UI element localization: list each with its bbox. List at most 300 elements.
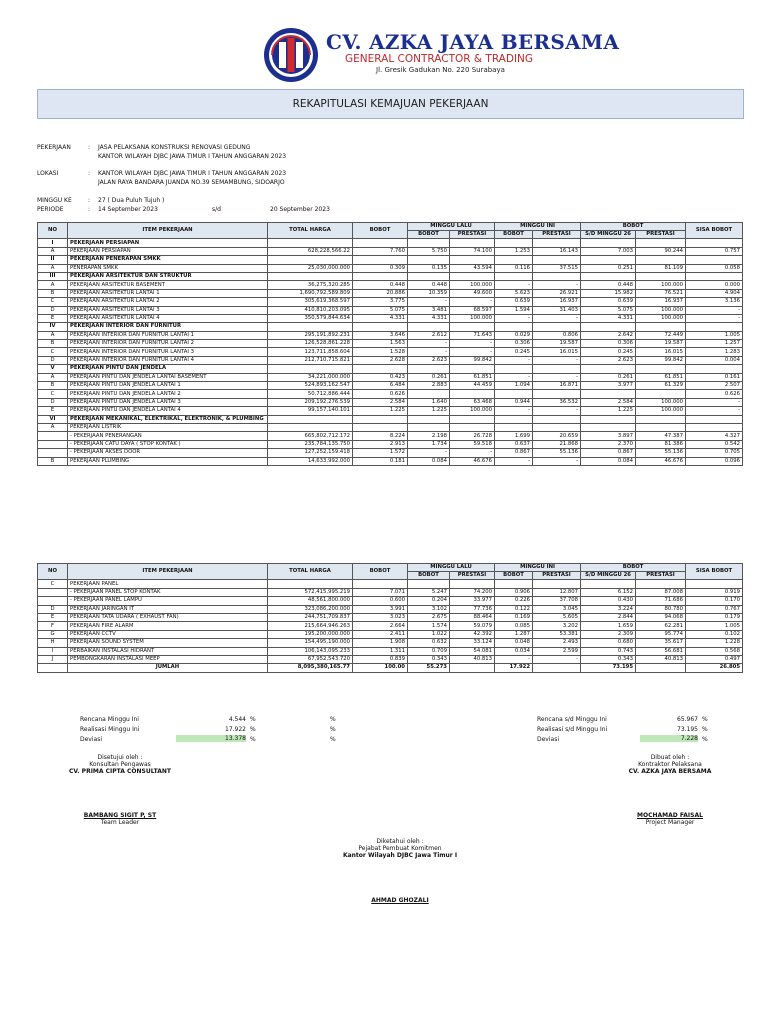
cell-total-harga: [268, 580, 353, 588]
cell-bobot: 2.411: [353, 630, 408, 638]
cell-ini-prestasi: 0.806: [533, 331, 581, 339]
cell-ini-bobot: -: [495, 373, 533, 381]
cell-lalu-bobot: [408, 390, 450, 398]
cell-sd-minggu: 0.306: [581, 340, 636, 348]
cell-bobot: 2.664: [353, 622, 408, 630]
cell-ini-bobot: 0.085: [495, 622, 533, 630]
cell-lalu-bobot: 5.247: [408, 588, 450, 596]
cell-bobot: [353, 239, 408, 247]
table-row: [38, 298, 743, 306]
lokasi-label: LOKASI: [37, 170, 59, 177]
cell-ini-bobot: -: [495, 356, 533, 364]
cell-total-harga: 126,528,861.228: [268, 340, 353, 348]
cell-sisa-bobot: 0.179: [686, 613, 743, 621]
cell-sd-minggu: 0.448: [581, 281, 636, 289]
cell-ini-prestasi: 5.605: [533, 613, 581, 621]
deviasi-pct: %: [330, 736, 336, 743]
cell-lalu-bobot: 10.359: [408, 289, 450, 297]
cell-lalu-bobot: [408, 580, 450, 588]
cell-item: PEKERJAAN PINTU DAN JENDELA: [68, 365, 268, 373]
cell-prestasi: 19.587: [636, 340, 686, 348]
cell-item: PEKERJAAN PERSIAPAN: [68, 239, 268, 247]
cell-total-harga: [268, 239, 353, 247]
cell-ini-prestasi: 20.659: [533, 432, 581, 440]
cell-ini-prestasi: 26.921: [533, 289, 581, 297]
progress-table-1: [37, 222, 743, 466]
cell-no: III: [38, 272, 68, 280]
table-row: [38, 605, 743, 613]
cell-total-harga: 212,710,715.821: [268, 356, 353, 364]
cell-total-harga: 127,252,159.418: [268, 449, 353, 457]
cell-lalu-prestasi: [450, 272, 495, 280]
cell-ini-bobot: 1.699: [495, 432, 533, 440]
table-row: [38, 423, 743, 431]
section-row: [38, 365, 743, 373]
cell-ini-prestasi: 31.403: [533, 306, 581, 314]
cell-lalu-bobot: [408, 415, 450, 423]
cell-item: JUMLAH: [68, 664, 268, 672]
cell-prestasi: [636, 415, 686, 423]
cell-no: [38, 440, 68, 448]
cell-item: PEKERJAAN ARSITEKTUR LANTAI 2: [68, 298, 268, 306]
cell-bobot: 8.224: [353, 432, 408, 440]
table-row: [38, 407, 743, 415]
lokasi-line1: KANTOR WILAYAH DJBC JAWA TIMUR I TAHUN ANGGARAN 2023: [98, 170, 287, 177]
cell-lalu-bobot: 0.084: [408, 457, 450, 465]
cell-ini-bobot: 0.034: [495, 647, 533, 655]
cell-bobot: 1.572: [353, 449, 408, 457]
cell-sd-minggu: 0.680: [581, 639, 636, 647]
cell-sisa-bobot: 1.257: [686, 340, 743, 348]
cell-sisa-bobot: 0.568: [686, 647, 743, 655]
cell-item: PEKERJAAN INTERIOR DAN FURNITUR LANTAI 3: [68, 348, 268, 356]
table-row: [38, 390, 743, 398]
cell-ini-prestasi: [533, 272, 581, 280]
header-minggu-lalu: MINGGU LALU: [408, 564, 495, 572]
cell-sisa-bobot: 0.096: [686, 457, 743, 465]
cell-lalu-prestasi: 100.000: [450, 281, 495, 289]
periode-end: 20 September 2023: [270, 206, 330, 213]
periode-sd: s/d: [212, 206, 221, 213]
cell-item: PEKERJAAN PANEL: [68, 580, 268, 588]
contractor-role: Kontraktor Pelaksana: [638, 761, 702, 768]
cell-item: PEKERJAAN PENERAPAN SMKK: [68, 256, 268, 264]
cell-lalu-bobot: 0.709: [408, 647, 450, 655]
progress-table-2: [37, 563, 743, 673]
cell-ini-bobot: 1.094: [495, 382, 533, 390]
cell-lalu-bobot: 1.022: [408, 630, 450, 638]
table-row: [38, 449, 743, 457]
cell-item: PEKERJAAN ARSITEKTUR DAN STRUKTUR: [68, 272, 268, 280]
cell-lalu-prestasi: 42.392: [450, 630, 495, 638]
cell-sisa-bobot: 4.327: [686, 432, 743, 440]
cell-no: A: [38, 423, 68, 431]
colon: :: [88, 206, 91, 213]
cell-sisa-bobot: 4.904: [686, 289, 743, 297]
cell-sisa-bobot: -: [686, 398, 743, 406]
header-sd-minggu: S/D MINGGU 26: [581, 231, 636, 239]
cell-item: PEKERJAAN ARSITEKTUR LANTAI 4: [68, 314, 268, 322]
colon: :: [88, 170, 91, 177]
cell-ini-prestasi: [533, 323, 581, 331]
header-bobot: BOBOT: [353, 223, 408, 239]
cell-lalu-prestasi: 74.100: [450, 247, 495, 255]
cell-item: - PEKERJAAN AKSES DOOR: [68, 449, 268, 457]
cell-lalu-prestasi: [450, 256, 495, 264]
header-lalu-bobot: BOBOT: [408, 231, 450, 239]
cell-ini-bobot: [495, 415, 533, 423]
cell-lalu-prestasi: [450, 664, 495, 672]
realisasi-label: Realisasi Minggu Ini: [80, 726, 140, 733]
cell-prestasi: [636, 272, 686, 280]
cell-sisa-bobot: [686, 423, 743, 431]
cell-sd-minggu: 1.659: [581, 622, 636, 630]
cell-bobot: [353, 365, 408, 373]
cell-total-harga: 1,690,792,589.809: [268, 289, 353, 297]
cell-lalu-prestasi: [450, 390, 495, 398]
cell-ini-prestasi: 16.937: [533, 298, 581, 306]
table-row: [38, 348, 743, 356]
cell-sisa-bobot: [686, 239, 743, 247]
cell-sd-minggu: 3.977: [581, 382, 636, 390]
cell-item: PENERAPAN SMKK: [68, 264, 268, 272]
cell-ini-bobot: 0.637: [495, 440, 533, 448]
consultant-title: Team Leader: [100, 819, 140, 826]
rencana-value: 4.544: [228, 716, 246, 723]
cell-sd-minggu: 0.343: [581, 655, 636, 663]
cell-prestasi: 55.136: [636, 449, 686, 457]
cell-sisa-bobot: 0.767: [686, 605, 743, 613]
cell-ini-bobot: 0.867: [495, 449, 533, 457]
cell-item: PEKERJAAN PLUMBING: [68, 457, 268, 465]
cell-no: B: [38, 382, 68, 390]
cell-total-harga: 36,275,320.285: [268, 281, 353, 289]
consultant-org: CV. PRIMA CIPTA CONSULTANT: [69, 768, 171, 775]
cell-no: E: [38, 314, 68, 322]
cell-lalu-bobot: [408, 256, 450, 264]
cell-lalu-prestasi: 33.977: [450, 597, 495, 605]
cell-lalu-prestasi: 54.081: [450, 647, 495, 655]
cell-sisa-bobot: 0.626: [686, 390, 743, 398]
cell-lalu-bobot: [408, 239, 450, 247]
approved-by: Disetujui oleh :: [97, 754, 143, 761]
realisasi-value: 17.922: [225, 726, 246, 733]
cell-prestasi: [636, 664, 686, 672]
cell-bobot: [353, 323, 408, 331]
cell-no: D: [38, 306, 68, 314]
cell-sd-minggu: [581, 415, 636, 423]
cell-item: PEKERJAAN PINTU DAN JENDELA LANTAI 1: [68, 382, 268, 390]
cell-ini-prestasi: [533, 365, 581, 373]
cell-no: IV: [38, 323, 68, 331]
cell-sisa-bobot: [686, 323, 743, 331]
cell-total-harga: 323,086,200.000: [268, 605, 353, 613]
cell-ini-prestasi: 2.599: [533, 647, 581, 655]
company-logo: [262, 26, 320, 84]
cell-prestasi: 72.449: [636, 331, 686, 339]
cell-sd-minggu: [581, 390, 636, 398]
cell-no: V: [38, 365, 68, 373]
cell-total-harga: 244,751,709.837: [268, 613, 353, 621]
cell-total-harga: [268, 323, 353, 331]
cell-lalu-bobot: 2.675: [408, 613, 450, 621]
cell-ini-bobot: [495, 423, 533, 431]
cell-ini-bobot: 1.287: [495, 630, 533, 638]
cell-item: PEKERJAAN ARSITEKTUR LANTAI 3: [68, 306, 268, 314]
cell-ini-prestasi: 55.136: [533, 449, 581, 457]
rencana-sd-pct: %: [702, 716, 708, 723]
cell-prestasi: 100.000: [636, 407, 686, 415]
cell-total-harga: 215,664,946.263: [268, 622, 353, 630]
cell-ini-bobot: 0.122: [495, 605, 533, 613]
cell-ini-prestasi: [533, 415, 581, 423]
cell-ini-prestasi: 12.807: [533, 588, 581, 596]
cell-bobot: 3.775: [353, 298, 408, 306]
cell-bobot: 0.839: [353, 655, 408, 663]
cell-ini-prestasi: 16.015: [533, 348, 581, 356]
cell-ini-prestasi: 19.587: [533, 340, 581, 348]
cell-total-harga: 123,711,858.604: [268, 348, 353, 356]
cell-bobot: 100.00: [353, 664, 408, 672]
table-row: [38, 281, 743, 289]
cell-ini-prestasi: 3.202: [533, 622, 581, 630]
cell-prestasi: 56.681: [636, 647, 686, 655]
cell-lalu-bobot: 2.198: [408, 432, 450, 440]
cell-ini-bobot: -: [495, 314, 533, 322]
cell-ini-prestasi: -: [533, 407, 581, 415]
cell-ini-prestasi: 2.493: [533, 639, 581, 647]
table-row: [38, 314, 743, 322]
cell-prestasi: 16.015: [636, 348, 686, 356]
cell-total-harga: 34,221,000.000: [268, 373, 353, 381]
signature-left: [40, 754, 200, 775]
table-row: [38, 613, 743, 621]
header-lalu-prestasi: PRESTASI: [450, 231, 495, 239]
cell-no: [38, 432, 68, 440]
cell-no: G: [38, 630, 68, 638]
acknowledged-by: Diketahui oleh :: [376, 838, 424, 845]
cell-lalu-prestasi: 44.459: [450, 382, 495, 390]
header-minggu-ini: MINGGU INI: [495, 223, 581, 231]
cell-sisa-bobot: 1.005: [686, 622, 743, 630]
table-row: [38, 647, 743, 655]
cell-no: II: [38, 256, 68, 264]
cell-lalu-prestasi: [450, 323, 495, 331]
cell-lalu-prestasi: [450, 423, 495, 431]
cell-item: - PEKERJAAN CATU DAYA ( STOP KONTAK ): [68, 440, 268, 448]
cell-ini-prestasi: 37.515: [533, 264, 581, 272]
contractor-name: MOCHAMAD FAISAL: [637, 812, 703, 819]
cell-sd-minggu: 4.331: [581, 314, 636, 322]
cell-ini-prestasi: [533, 664, 581, 672]
header-ini-prestasi: PRESTASI: [533, 572, 581, 580]
cell-ini-bobot: [495, 239, 533, 247]
cell-prestasi: 80.780: [636, 605, 686, 613]
header-sd-minggu: S/D MINGGU 26: [581, 572, 636, 580]
cell-lalu-prestasi: 33.124: [450, 639, 495, 647]
cell-total-harga: [268, 415, 353, 423]
cell-prestasi: [636, 256, 686, 264]
cell-ini-prestasi: [533, 239, 581, 247]
pekerjaan-line2: KANTOR WILAYAH DJBC JAWA TIMUR I TAHUN ANGGARAN 2023: [98, 153, 287, 160]
cell-ini-bobot: 17.922: [495, 664, 533, 672]
cell-ini-prestasi: 16.143: [533, 247, 581, 255]
cell-sd-minggu: 3.224: [581, 605, 636, 613]
cell-no: B: [38, 289, 68, 297]
cell-sisa-bobot: -: [686, 306, 743, 314]
signature-left-name: [40, 812, 200, 826]
cell-ini-bobot: 0.245: [495, 348, 533, 356]
table-row: [38, 340, 743, 348]
cell-item: PEKERJAAN PINTU DAN JENDELA LANTAI 4: [68, 407, 268, 415]
page-title: REKAPITULASI KEMAJUAN PEKERJAAN: [292, 98, 489, 110]
cell-lalu-bobot: 5.750: [408, 247, 450, 255]
cell-prestasi: 76.521: [636, 289, 686, 297]
cell-bobot: [353, 423, 408, 431]
cell-ini-bobot: [495, 390, 533, 398]
header-no: NO: [38, 223, 68, 239]
cell-prestasi: 16.937: [636, 298, 686, 306]
header-bobot: BOBOT: [353, 564, 408, 580]
cell-prestasi: 46.676: [636, 457, 686, 465]
cell-ini-bobot: -: [495, 655, 533, 663]
cell-prestasi: 81.109: [636, 264, 686, 272]
company-subtitle: GENERAL CONTRACTOR & TRADING: [345, 53, 534, 65]
cell-sd-minggu: 0.084: [581, 457, 636, 465]
cell-item: - PEKERJAAN PANEL LAMPU: [68, 597, 268, 605]
cell-no: A: [38, 373, 68, 381]
cell-sisa-bobot: 1.005: [686, 331, 743, 339]
cell-prestasi: 100.000: [636, 398, 686, 406]
cell-total-harga: 665,802,712.172: [268, 432, 353, 440]
cell-ini-bobot: 0.116: [495, 264, 533, 272]
cell-bobot: 5.075: [353, 306, 408, 314]
cell-ini-bobot: [495, 256, 533, 264]
cell-prestasi: 87.008: [636, 588, 686, 596]
cell-item: PEKERJAAN SOUND SYSTEM: [68, 639, 268, 647]
header-ini-prestasi: PRESTASI: [533, 231, 581, 239]
rencana-label: Rencana Minggu Ini: [80, 716, 139, 723]
cell-sd-minggu: [581, 580, 636, 588]
cell-bobot: 7.760: [353, 247, 408, 255]
cell-ini-bobot: 5.623: [495, 289, 533, 297]
rencana-sd-label: Rencana s/d Minggu Ini: [537, 716, 607, 723]
cell-ini-bobot: 0.029: [495, 331, 533, 339]
cell-sisa-bobot: 0.542: [686, 440, 743, 448]
cell-item: PEKERJAAN PINTU DAN JENDELA LANTAI 2: [68, 390, 268, 398]
cell-no: [38, 449, 68, 457]
header-sisa-bobot: SISA BOBOT: [686, 223, 743, 239]
cell-sisa-bobot: 2.507: [686, 382, 743, 390]
cell-sisa-bobot: [686, 272, 743, 280]
cell-total-harga: 195,200,000.000: [268, 630, 353, 638]
cell-sd-minggu: [581, 239, 636, 247]
cell-sisa-bobot: 0.102: [686, 630, 743, 638]
deviasi-sd-label: Deviasi: [537, 736, 559, 743]
realisasi-sd-value: 73.195: [677, 726, 698, 733]
cell-lalu-prestasi: 88.464: [450, 613, 495, 621]
cell-lalu-bobot: [408, 323, 450, 331]
cell-no: [38, 588, 68, 596]
cell-sd-minggu: 2.584: [581, 398, 636, 406]
cell-prestasi: [636, 390, 686, 398]
cell-item: PEKERJAAN INTERIOR DAN FURNITUR LANTAI 2: [68, 340, 268, 348]
cell-sd-minggu: 0.245: [581, 348, 636, 356]
realisasi-sd-pct: %: [702, 726, 708, 733]
header-ini-bobot: BOBOT: [495, 231, 533, 239]
table-row: [38, 382, 743, 390]
cell-sd-minggu: [581, 272, 636, 280]
cell-prestasi: 40.813: [636, 655, 686, 663]
cell-bobot: 20.886: [353, 289, 408, 297]
cell-ini-prestasi: [533, 390, 581, 398]
cell-sd-minggu: [581, 323, 636, 331]
cell-sisa-bobot: [686, 415, 743, 423]
header-minggu-ini: MINGGU INI: [495, 564, 581, 572]
cell-lalu-bobot: 4.331: [408, 314, 450, 322]
cell-no: [38, 664, 68, 672]
cell-sisa-bobot: [686, 580, 743, 588]
cell-total-harga: 67,952,543.720: [268, 655, 353, 663]
cell-lalu-bobot: 2.612: [408, 331, 450, 339]
cell-bobot: 0.309: [353, 264, 408, 272]
cell-prestasi: 100.000: [636, 306, 686, 314]
cell-lalu-prestasi: 63.468: [450, 398, 495, 406]
cell-no: A: [38, 281, 68, 289]
table-row: [38, 655, 743, 663]
cell-ini-prestasi: 36.532: [533, 398, 581, 406]
rencana-unit: %: [250, 716, 256, 723]
cell-total-harga: 235,784,135.750: [268, 440, 353, 448]
cell-no: VI: [38, 415, 68, 423]
cell-lalu-prestasi: 40.813: [450, 655, 495, 663]
header-item: ITEM PEKERJAAN: [68, 223, 268, 239]
cell-ini-prestasi: -: [533, 314, 581, 322]
cell-lalu-prestasi: 46.676: [450, 457, 495, 465]
contractor-org: CV. AZKA JAYA BERSAMA: [628, 768, 712, 775]
cell-bobot: 3.646: [353, 331, 408, 339]
cell-lalu-prestasi: 59.079: [450, 622, 495, 630]
table-row: [38, 588, 743, 596]
cell-lalu-prestasi: -: [450, 340, 495, 348]
total-row: [38, 664, 743, 672]
cell-no: C: [38, 348, 68, 356]
cell-ini-bobot: [495, 272, 533, 280]
signature-right-name: [590, 812, 750, 826]
cell-sisa-bobot: -: [686, 314, 743, 322]
cell-sisa-bobot: 0.004: [686, 356, 743, 364]
cell-ini-bobot: 0.944: [495, 398, 533, 406]
cell-item: PEKERJAAN FIRE ALARM: [68, 622, 268, 630]
cell-lalu-prestasi: -: [450, 348, 495, 356]
cell-prestasi: 95.774: [636, 630, 686, 638]
cell-bobot: 2.913: [353, 440, 408, 448]
cell-prestasi: 47.387: [636, 432, 686, 440]
cell-sd-minggu: 2.309: [581, 630, 636, 638]
header-total-harga: TOTAL HARGA: [268, 223, 353, 239]
cell-sisa-bobot: 3.136: [686, 298, 743, 306]
company-name: CV. AZKA JAYA BERSAMA: [326, 30, 620, 54]
cell-lalu-bobot: 1.640: [408, 398, 450, 406]
cell-lalu-prestasi: 43.594: [450, 264, 495, 272]
cell-sisa-bobot: [686, 365, 743, 373]
cell-bobot: 0.626: [353, 390, 408, 398]
cell-ini-bobot: 0.169: [495, 613, 533, 621]
cell-no: H: [38, 639, 68, 647]
deviasi-value: 13.378: [176, 735, 246, 742]
rencana-sd-value: 65.967: [677, 716, 698, 723]
section-row: [38, 272, 743, 280]
